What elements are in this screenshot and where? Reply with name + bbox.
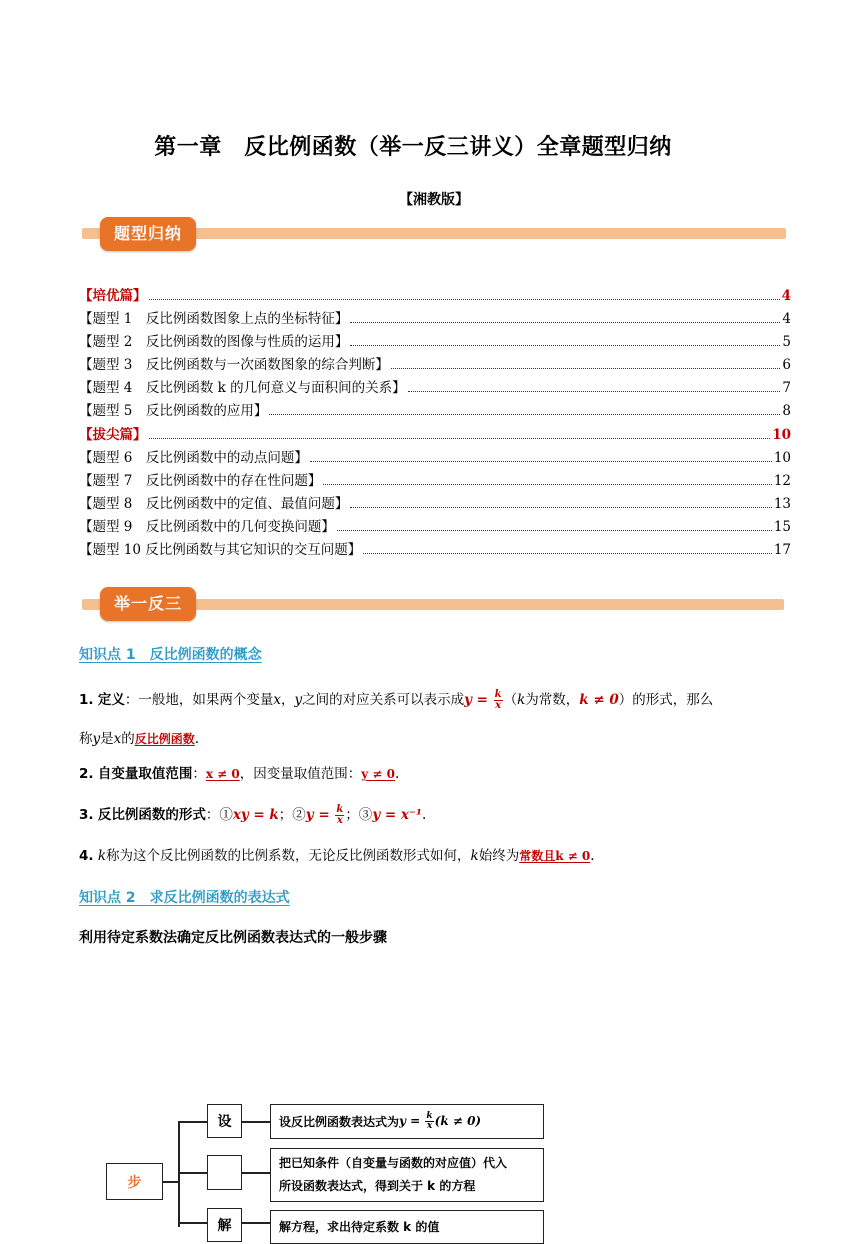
toc-page-number: 4 <box>781 288 791 304</box>
math-var: k <box>97 848 107 864</box>
text: ， <box>280 692 295 708</box>
knowledge-point-heading: 知识点 1 反比例函数的概念 <box>79 647 262 663</box>
formula: xy = k <box>232 807 279 823</box>
text: ：① <box>205 807 233 823</box>
connector-line <box>242 1172 270 1174</box>
toc-page-number: 12 <box>773 472 791 489</box>
text: 解方程，求出待定系数 k 的值 <box>279 1220 440 1234</box>
toc-leader-dots <box>391 359 781 369</box>
formula: y = $\frac{k}{x}$ <box>305 804 344 826</box>
domain-paragraph <box>79 763 791 785</box>
toc-entry-label: 【题型 4 反比例函数 k 的几何意义与面积间的关系】 <box>79 380 406 397</box>
text: ）的形式，那么 <box>618 692 714 708</box>
knowledge-point-heading: 知识点 2 求反比例函数的表达式 <box>79 890 290 906</box>
text: 为常数， <box>525 692 580 708</box>
toc-leader-dots <box>310 452 772 462</box>
toc-leader-dots <box>408 382 781 392</box>
text: ；② <box>278 807 306 823</box>
text: 之间的对应关系可以表示成 <box>302 692 465 708</box>
toc-entry-label: 【培优篇】 <box>79 288 147 304</box>
toc-entry-label: 【题型 10 反比例函数与其它知识的交互问题】 <box>79 542 362 559</box>
toc-section-link[interactable] <box>79 284 791 307</box>
step-key-label: 解 <box>217 1218 232 1234</box>
connector-line <box>178 1121 180 1227</box>
item-number: 3. <box>79 807 94 823</box>
item-number: 4. <box>79 848 94 864</box>
toc-leader-dots <box>350 336 780 346</box>
toc-entry-label: 【拔尖篇】 <box>79 426 147 443</box>
toc-entry-link[interactable] <box>79 515 791 538</box>
toc-page-number: 7 <box>782 380 791 397</box>
step-key-box <box>207 1155 242 1190</box>
key-term: x ≠ 0 <box>205 767 240 781</box>
text: . <box>421 807 427 823</box>
text: 的 <box>121 731 135 747</box>
diagram-root-label: 步 <box>127 1174 142 1191</box>
math-var: y <box>294 692 303 708</box>
toc-entry-label: 【题型 8 反比例函数中的定值、最值问题】 <box>79 495 349 512</box>
toc-leader-dots <box>337 521 772 531</box>
toc-entry-label: 【题型 7 反比例函数中的存在性问题】 <box>79 472 322 489</box>
formula: y = x⁻¹ <box>372 807 422 823</box>
toc-entry-link[interactable] <box>79 376 791 399</box>
text: （ <box>503 692 518 708</box>
text: 把已知条件（自变量与函数的对应值）代入 <box>279 1156 508 1170</box>
definition-paragraph <box>79 689 791 711</box>
toc-leader-dots <box>350 313 780 323</box>
text: ；③ <box>345 807 373 823</box>
connector-line <box>242 1121 270 1123</box>
text: 始终为 <box>478 848 520 864</box>
text: 所设函数表达式，得到关于 k 的方程 <box>279 1179 476 1193</box>
toc-entry-link[interactable] <box>79 399 791 422</box>
toc-entry-link[interactable] <box>79 446 791 469</box>
toc-page-number: 4 <box>782 311 791 328</box>
step-text-box <box>270 1148 544 1202</box>
item-number: 2. <box>79 766 94 782</box>
math-var: y <box>92 731 101 747</box>
toc-entry-label: 【题型 1 反比例函数图象上点的坐标特征】 <box>79 311 349 328</box>
item-number: 1. <box>79 692 94 708</box>
toc-entry-link[interactable] <box>79 353 791 376</box>
section-badge-toc: 题型归纳 <box>100 217 196 251</box>
toc-entry-label: 【题型 2 反比例函数的图像与性质的运用】 <box>79 334 349 351</box>
toc-page-number: 15 <box>773 518 791 535</box>
text: 称 <box>79 731 93 747</box>
formula-inverse: y = $\frac{k}{x}$ <box>464 689 502 711</box>
toc-page-number: 10 <box>772 426 791 443</box>
connector-line <box>242 1222 270 1224</box>
connector-line <box>163 1181 179 1183</box>
text: . <box>590 848 595 864</box>
step-text-box <box>270 1104 544 1139</box>
step-key-box <box>207 1104 242 1138</box>
toc-page-number: 6 <box>782 357 791 374</box>
steps-heading: 利用待定系数法确定反比例函数表达式的一般步骤 <box>79 930 387 946</box>
definition-paragraph-line2 <box>79 728 791 750</box>
toc-entry-link[interactable] <box>79 307 791 330</box>
toc-section-link[interactable] <box>79 423 791 446</box>
step-text-box <box>270 1210 544 1244</box>
connector-line <box>178 1222 207 1224</box>
text: . <box>194 731 200 747</box>
toc-leader-dots <box>350 498 771 508</box>
toc-leader-dots <box>323 475 771 485</box>
toc-page-number: 8 <box>782 403 791 420</box>
diagram-root-box <box>106 1163 163 1200</box>
forms-paragraph <box>79 804 791 826</box>
formula: y = $\frac{k}{x}$ (k ≠ 0) <box>399 1111 482 1131</box>
step-key-label: 设 <box>217 1114 232 1130</box>
step-key-box <box>207 1208 242 1242</box>
math-var: x <box>113 731 122 747</box>
toc-entry-link[interactable] <box>79 492 791 515</box>
key-term: 常数且k ≠ 0 <box>519 849 591 863</box>
key-term: y ≠ 0 <box>361 767 395 781</box>
text: ： <box>192 766 206 782</box>
toc-entry-link[interactable] <box>79 330 791 353</box>
item-heading: 定义 <box>97 692 125 708</box>
text: ，因变量取值范围： <box>239 766 362 782</box>
math-var: x <box>273 692 281 708</box>
toc-page-number: 5 <box>782 334 791 351</box>
toc-entry-label: 【题型 5 反比例函数的应用】 <box>79 403 268 420</box>
document-title: 第一章 反比例函数（举一反三讲义）全章题型归纳 <box>154 135 672 160</box>
section-badge-practice: 举一反三 <box>100 587 196 621</box>
toc-entry-label: 【题型 9 反比例函数中的几何变换问题】 <box>79 518 335 535</box>
table-of-contents <box>79 284 791 561</box>
toc-entry-link[interactable] <box>79 538 791 561</box>
item-heading: 自变量取值范围 <box>97 766 193 782</box>
key-term: 反比例函数 <box>134 732 195 746</box>
toc-leader-dots <box>363 544 772 554</box>
toc-leader-dots <box>149 290 780 300</box>
math-var: k <box>517 692 526 708</box>
toc-page-number: 10 <box>773 449 791 466</box>
coefficient-paragraph <box>79 845 791 867</box>
text: 是 <box>100 731 114 747</box>
connector-line <box>178 1121 207 1123</box>
toc-page-number: 13 <box>773 495 791 512</box>
text: 设反比例函数表达式为 <box>279 1115 400 1129</box>
toc-leader-dots <box>149 429 771 439</box>
toc-entry-link[interactable] <box>79 469 791 492</box>
item-heading: 反比例函数的形式 <box>97 807 206 823</box>
toc-leader-dots <box>269 405 780 415</box>
condition: k ≠ 0 <box>579 692 619 708</box>
math-var: k <box>470 848 479 864</box>
connector-line <box>178 1172 207 1174</box>
text: . <box>394 766 400 782</box>
toc-entry-label: 【题型 3 反比例函数与一次函数图象的综合判断】 <box>79 357 389 374</box>
text: 称为这个反比例函数的比例系数，无论反比例函数形式如何， <box>106 848 471 864</box>
document-edition: 【湘教版】 <box>399 192 469 208</box>
toc-page-number: 17 <box>773 542 791 559</box>
text: ：一般地，如果两个变量 <box>124 692 274 708</box>
toc-entry-label: 【题型 6 反比例函数中的动点问题】 <box>79 449 308 466</box>
